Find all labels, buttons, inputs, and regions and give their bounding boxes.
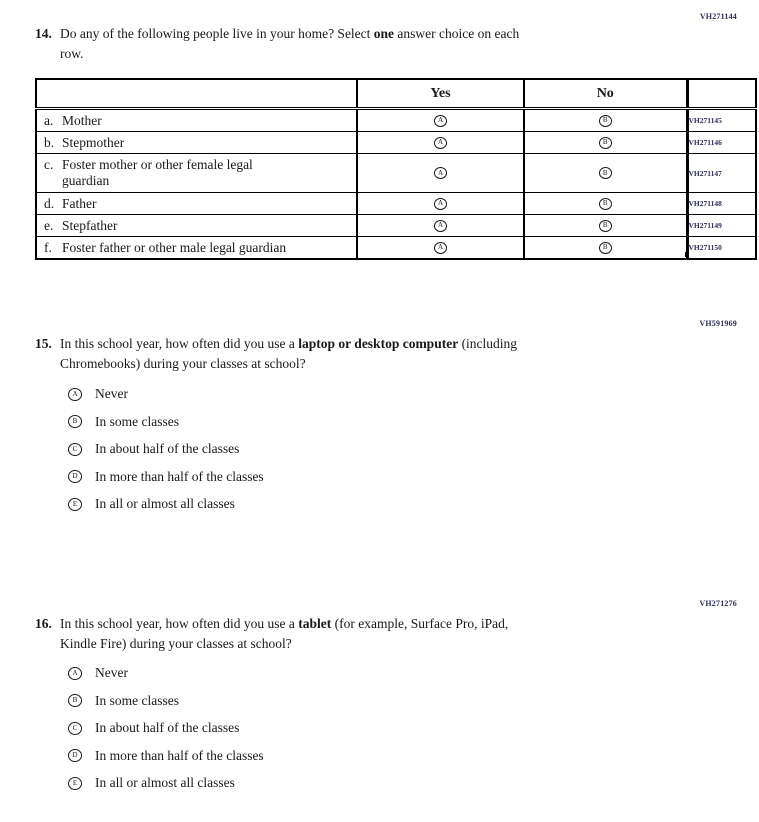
q16-option-e-label: In all or almost all classes: [95, 775, 235, 790]
q16-option-more-than-half: [68, 748, 264, 764]
row-a-letter: a.: [44, 112, 54, 128]
q14-question-text: [60, 24, 680, 63]
row-e-letter: e.: [44, 217, 54, 233]
table-row-father: [36, 193, 756, 215]
q16-options: [68, 665, 264, 803]
q15-text-bold: laptop or desktop computer: [298, 336, 459, 351]
q14-number: 14.: [35, 26, 52, 41]
q15-option-d-bubble[interactable]: D: [68, 470, 82, 483]
q16-option-a-bubble[interactable]: A: [68, 667, 82, 680]
q16-option-some-classes: [68, 693, 264, 709]
row-e-label: Stepfather: [62, 217, 118, 233]
row-f-letter: f.: [44, 239, 52, 255]
row-d-letter: d.: [44, 195, 55, 211]
q14-text-pre: Do any of the following people live in your home? Select: [60, 26, 374, 41]
table-header-yes: Yes: [357, 79, 524, 109]
q15-option-e-bubble[interactable]: E: [68, 498, 82, 511]
q15-number: 15.: [35, 336, 52, 351]
table-line-stub: [755, 252, 757, 257]
q15-option-b-bubble[interactable]: B: [68, 415, 82, 428]
q14-answer-table: [35, 78, 757, 260]
q14-text-line2: row.: [60, 45, 84, 61]
q16-option-a-label: Never: [95, 665, 128, 680]
q15-option-some-classes: [68, 414, 264, 430]
row-f-no-bubble[interactable]: B: [599, 242, 612, 254]
row-f-item-code: VH271150: [687, 237, 756, 260]
q15-question: [35, 334, 680, 373]
q16-option-all-classes: [68, 775, 264, 791]
row-a-yes-bubble[interactable]: A: [434, 115, 447, 127]
row-a-item-code: VH271145: [687, 109, 756, 132]
q15-option-all-classes: [68, 496, 264, 512]
q14-text-bold: one: [373, 26, 395, 41]
q15-option-b-label: In some classes: [95, 413, 179, 429]
q15-option-a-bubble[interactable]: A: [68, 388, 82, 401]
q16-option-never: [68, 665, 264, 681]
q14-question: [35, 24, 680, 63]
q16-option-e-bubble[interactable]: E: [68, 777, 82, 790]
q15-item-code: VH591969: [699, 319, 737, 328]
row-d-item-code: VH271148: [687, 193, 756, 215]
q16-option-c-label: In about half of the classes: [95, 720, 240, 735]
table-row-stepfather: [36, 215, 756, 237]
row-e-no-bubble[interactable]: B: [599, 220, 612, 232]
row-e-item-code: VH271149: [687, 215, 756, 237]
table-header-blank: [36, 79, 357, 109]
q15-option-c-bubble[interactable]: C: [68, 443, 82, 456]
q15-option-a-label: Never: [95, 386, 128, 401]
row-c-label-line1: Foster mother or other female legal: [62, 157, 253, 172]
q16-option-b-label: In some classes: [95, 692, 179, 708]
row-b-letter: b.: [44, 134, 55, 150]
table-header-code-blank: [687, 79, 756, 109]
q16-option-c-bubble[interactable]: C: [68, 722, 82, 735]
row-d-no-bubble[interactable]: B: [599, 198, 612, 210]
q15-option-half-classes: [68, 441, 264, 457]
q15-option-e-label: In all or almost all classes: [95, 496, 235, 511]
q15-text-line2: Chromebooks) during your classes at school?: [60, 355, 306, 371]
row-c-yes-bubble[interactable]: A: [434, 167, 447, 179]
q16-number: 16.: [35, 616, 52, 631]
q15-text-post: (including: [458, 336, 518, 351]
table-line-stub: [523, 252, 525, 257]
row-e-yes-bubble[interactable]: A: [434, 220, 447, 232]
row-c-letter: c.: [44, 157, 54, 172]
table-line-stub: [685, 252, 688, 257]
table-header-row: [36, 79, 756, 109]
row-d-yes-bubble[interactable]: A: [434, 198, 447, 210]
row-a-label: Mother: [62, 112, 102, 128]
q15-question-text: [60, 334, 680, 373]
row-c-no-bubble[interactable]: B: [599, 167, 612, 179]
q15-options: [68, 386, 264, 524]
q16-option-b-bubble[interactable]: B: [68, 694, 82, 707]
q16-option-d-label: In more than half of the classes: [95, 747, 264, 763]
q16-text-pre: In this school year, how often did you use a: [60, 616, 299, 631]
table-line-stub: [356, 252, 358, 257]
row-b-no-bubble[interactable]: B: [599, 137, 612, 149]
q16-option-half-classes: [68, 720, 264, 736]
q16-text-line2: Kindle Fire) during your classes at school?: [60, 635, 292, 651]
q15-option-never: [68, 386, 264, 402]
row-c-item-code: VH271147: [687, 154, 756, 193]
row-d-label: Father: [62, 195, 97, 211]
q16-text-post: (for example, Surface Pro, iPad,: [331, 616, 509, 631]
q16-question-text: [60, 614, 680, 653]
q16-option-d-bubble[interactable]: D: [68, 749, 82, 762]
q15-text-pre: In this school year, how often did you use a: [60, 336, 299, 351]
table-row-stepmother: [36, 132, 756, 154]
q15-option-more-than-half: [68, 469, 264, 485]
q15-option-c-label: In about half of the classes: [95, 441, 240, 456]
q16-question: [35, 614, 680, 653]
table-row-mother: [36, 109, 756, 132]
row-f-yes-bubble[interactable]: A: [434, 242, 447, 254]
table-header-no: No: [524, 79, 687, 109]
q14-text-post: answer choice on each: [394, 26, 520, 41]
table-row-foster-mother: [36, 154, 756, 193]
row-b-label: Stepmother: [62, 134, 125, 150]
q15-option-d-label: In more than half of the classes: [95, 468, 264, 484]
row-b-yes-bubble[interactable]: A: [434, 137, 447, 149]
q16-item-code: VH271276: [699, 599, 737, 608]
row-c-label-line2: guardian: [62, 173, 110, 188]
q14-item-code: VH271144: [699, 12, 737, 21]
row-b-item-code: VH271146: [687, 132, 756, 154]
row-a-no-bubble[interactable]: B: [599, 115, 612, 127]
q16-text-bold: tablet: [298, 616, 332, 631]
row-f-label: Foster father or other male legal guardian: [62, 239, 287, 255]
table-row-foster-father: [36, 237, 756, 260]
